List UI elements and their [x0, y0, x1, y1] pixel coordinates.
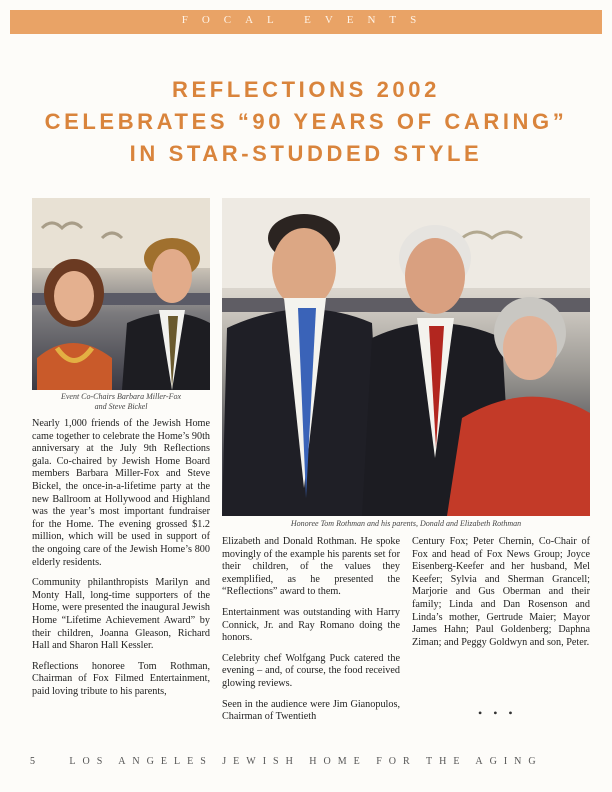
article-paragraph: Community philanthropists Marilyn and Monty Hall, long-time supporters of the Home, were presented the inaugural Jewish Home “Lifetime Achievement Award” by their children, Joanna Gleason, Richard Hall and Sharon Hall Kessler.: [32, 577, 210, 652]
section-label: FOCAL EVENTS: [181, 14, 431, 26]
photo-honoree-and-parents: [222, 198, 590, 516]
end-mark: • • •: [478, 706, 517, 720]
article-paragraph: Nearly 1,000 friends of the Jewish Home came together to celebrate the Home’s 90th anniversary at the July 9th Reflections gala. Co-chaired by Jewish Home Board members Barbara Miller-Fox and Steve Bickel, the once-in-a-lifetime party at the new Ballroom at Hollywood and Highland was the year’s most important fundraiser for the Home. The evening grossed $1.2 million, which will be used in support of the ongoing care of the Jewish Home’s 800 elderly residents.: [32, 418, 210, 568]
headline-line-2: CELEBRATES “90 YEARS OF CARING”: [44, 109, 568, 134]
photo-co-chairs-caption-line-2: and Steve Bickel: [94, 402, 148, 411]
article-paragraph: Celebrity chef Wolfgang Puck catered the evening – and, of course, the food received glowing reviews.: [222, 652, 400, 689]
article-column-2: [222, 536, 400, 732]
article-column-1: [32, 418, 210, 706]
article-paragraph: Entertainment was outstanding with Harry Connick, Jr. and Ray Romano doing the honors.: [222, 606, 400, 644]
photo-honoree-art: [222, 198, 590, 516]
article-paragraph: Reflections honoree Tom Rothman, Chairman of Fox Filmed Entertainment, paid loving tribute to his parents,: [32, 660, 210, 697]
article-paragraph: Century Fox; Peter Chernin, Co-Chair of Fox and head of Fox News Group; Joyce Eisenberg-Keefer and her husband, Mel Keefer; Sylvia and Sherman Grancell; Marjorie and Gus Oberman and their family; Linda and Dan Rosenson and Linda’s mother, Gertrude Maier; Mayor James Hahn; Paul Goldenberg; Daphna Ziman; and Peggy Goldwyn and son, Peter.: [412, 536, 590, 648]
photo-co-chairs-art: [32, 198, 210, 390]
photo-co-chairs-caption-line-1: Event Co-Chairs Barbara Miller-Fox: [60, 392, 182, 401]
photo-honoree-caption: Honoree Tom Rothman and his parents, Donald and Elizabeth Rothman: [290, 519, 522, 528]
article-paragraph: Elizabeth and Donald Rothman. He spoke movingly of the example his parents set for their children, of the values they exemplified, as he presented the “Reflections” award to them.: [222, 536, 400, 598]
article-column-3: [412, 536, 590, 657]
section-header-band: [10, 10, 602, 34]
photo-co-chairs: [32, 198, 210, 390]
page-number: 5: [30, 756, 35, 767]
headline-line-1: REFLECTIONS 2002: [172, 77, 440, 102]
photo-co-chairs-caption: [32, 392, 210, 412]
publication-footer: LOS ANGELES JEWISH HOME FOR THE AGING: [69, 756, 543, 767]
headline-line-3: IN STAR-STUDDED STYLE: [129, 141, 483, 166]
article-paragraph: Seen in the audience were Jim Gianopulos, Chairman of Twentieth: [222, 698, 400, 723]
headline: [20, 74, 592, 170]
